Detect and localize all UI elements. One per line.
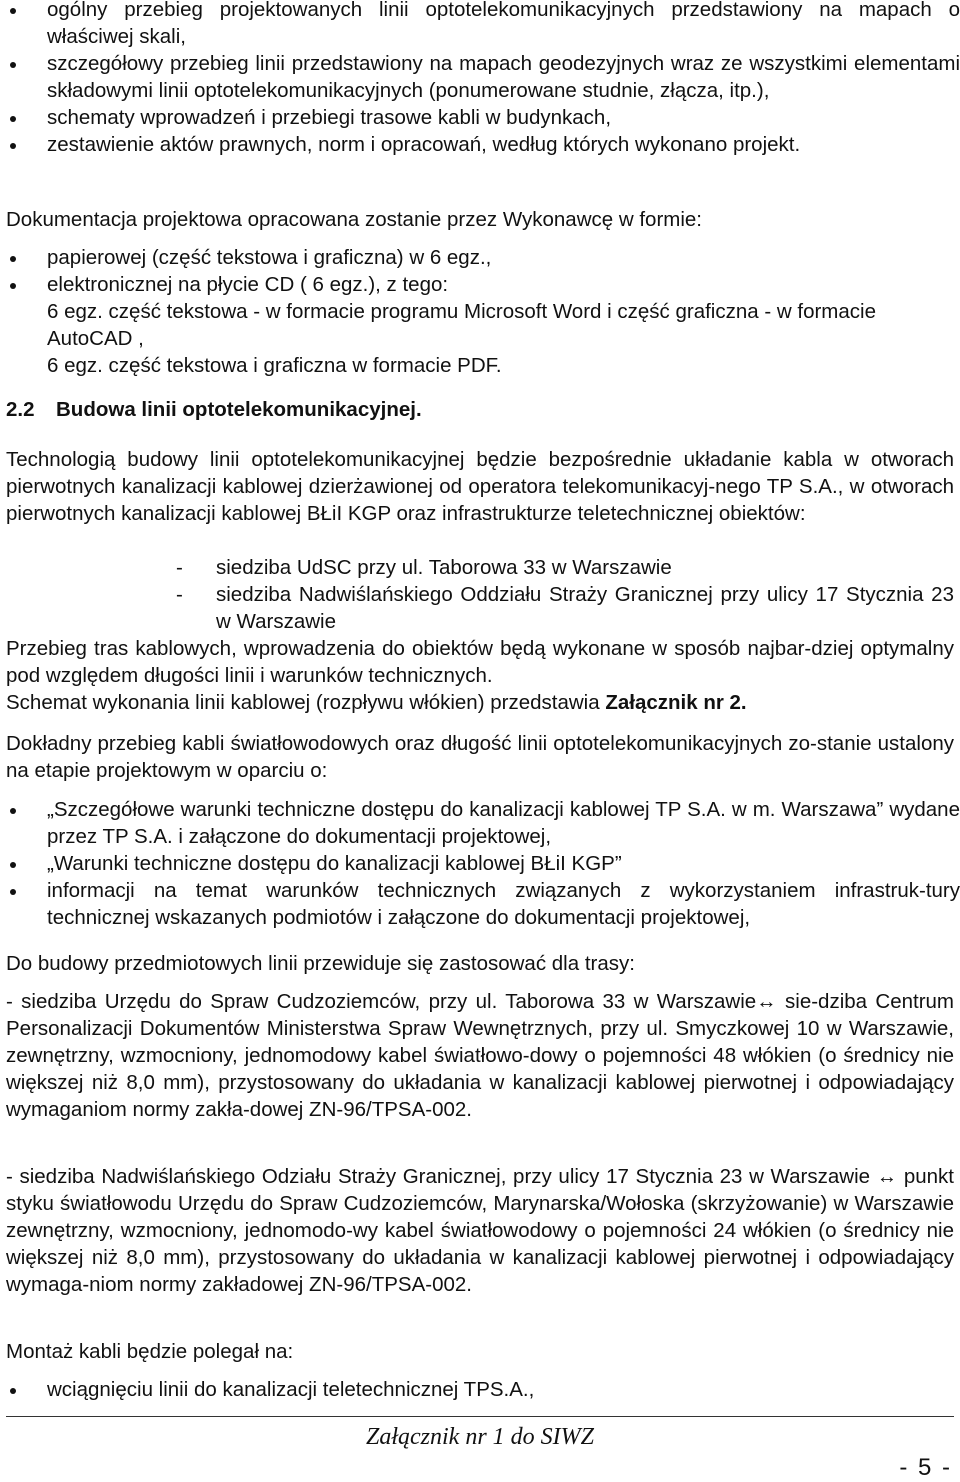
route-description-1: - siedziba Urzędu do Spraw Cudzoziemców, przy ul. Taborowa 33 w Warszawie↔ sie-dziba Centrum Personalizacji Dokumentów Ministerstwa Spraw Wewnętrznych, przy ul. Smyczkowej 10 w Warszawie, zewnętrzny, wzmocniony, jednomodowy kabel światłowo-dowy o pojemności 48 włókien (o średnicy nie większej niż 8,0 mm), przystosowany do układania w kanalizacji kablowej pierwotnej i odpowiadający wymaganiom normy zakła-dowej ZN-96/TPSA-002. (6, 990, 954, 1121)
detail-paragraph: Dokładny przebieg kabli światłowodowych oraz długość linii optotelekomunikacyjnych zo-stanie ustalony na etapie projektowym w oparciu o: (6, 732, 954, 782)
montage-list (0, 1376, 960, 1403)
page-number: - 5 - (899, 1454, 952, 1481)
footer-divider (6, 1416, 954, 1417)
documentation-intro: Dokumentacja projektowa opracowana zostanie przez Wykonawcę w formie: (6, 208, 702, 231)
list-item: elektronicznej na płycie CD ( 6 egz.), z tego: (0, 271, 960, 298)
list-item: schematy wprowadzeń i przebiegi trasowe kabli w budynkach, (0, 104, 960, 131)
list-item: wciągnięciu linii do kanalizacji teletechnicznej TPS.A., (0, 1376, 960, 1403)
attachment-reference: Załącznik nr 2. (605, 691, 747, 714)
list-subitem: 6 egz. część tekstowa i graficzna w formacie PDF. (47, 354, 502, 377)
section-title: Budowa linii optotelekomunikacyjnej. (56, 398, 422, 421)
list-item: szczegółowy przebieg linii przedstawiony na mapach geodezyjnych wraz ze wszystkimi elementami składowymi linii optotelekomunikacyjnych (ponumerowane studnie, złącza, itp.), (0, 50, 960, 104)
footer-caption: Załącznik nr 1 do SIWZ (366, 1424, 594, 1450)
route-paragraph: Przebieg tras kablowych, wprowadzenia do obiektów będą wykonane w sposób najbar-dziej optymalny pod względem długości linii i warunków technicznych. (6, 637, 954, 687)
technology-paragraph: Technologią budowy linii optotelekomunikacyjnej będzie bezpośrednie układanie kabla w otworach pierwotnych kanalizacji kablowej dzierżawionej od operatora telekomunikacyj-nego TP S.A., w otworach pierwotnych kanalizacji kablowej BŁiI KGP oraz infrastrukturze teletechnicznej obiektów: (6, 448, 954, 525)
basis-list (0, 796, 960, 931)
list-item: papierowej (część tekstowa i graficzna) w 6 egz., (0, 244, 960, 271)
build-intro: Do budowy przedmiotowych linii przewiduje się zastosować dla trasy: (6, 952, 635, 975)
list-subitem: 6 egz. część tekstowa - w formacie programu Microsoft Word i część graficzna - w formacie AutoCAD , (47, 300, 876, 350)
montage-intro: Montaż kabli będzie polegał na: (6, 1340, 294, 1363)
facility-item: - siedziba UdSC przy ul. Taborowa 33 w Warszawie (176, 556, 672, 579)
list-item: ogólny przebieg projektowanych linii optotelekomunikacyjnych przedstawiony na mapach o właściwej skali, (0, 0, 960, 50)
list-item: zestawienie aktów prawnych, norm i opracowań, według których wykonano projekt. (0, 131, 960, 158)
schema-paragraph: Schemat wykonania linii kablowej (rozpływu włókien) przedstawia Załącznik nr 2. (6, 691, 747, 714)
section-number: 2.2 (6, 398, 35, 421)
list-item: „Szczegółowe warunki techniczne dostępu do kanalizacji kablowej TP S.A. w m. Warszawa” wydane przez TP S.A. i załączone do dokumentacji projektowej, (0, 796, 960, 850)
facility-item: - siedziba Nadwiślańskiego Oddziału Straży Granicznej przy ulicy 17 Stycznia 23 w Warszawie (176, 583, 954, 633)
deliverables-list (0, 0, 960, 158)
route-description-2: - siedziba Nadwiślańskiego Odziału Straży Granicznej, przy ulicy 17 Stycznia 23 w Warszawie ↔ punkt styku światłowodu Urzędu do Spraw Cudzoziemców, Marynarska/Wołoska (skrzyżowanie) w Warszawie zewnętrzny, wzmocniony, jednomodo-wy kabel światłowodowy o pojemności 24 włókien (o średnicy nie większej niż 8,0 mm), przystosowany do układania w kanalizacji kablowej pierwotnej i odpowiadający wymaga-niom normy zakładowej ZN-96/TPSA-002. (6, 1165, 954, 1296)
list-item: „Warunki techniczne dostępu do kanalizacji kablowej BŁiI KGP” (0, 850, 960, 877)
documentation-form-list (0, 244, 960, 379)
section-heading (6, 396, 422, 423)
list-item: informacji na temat warunków technicznych związanych z wykorzystaniem infrastruk-tury technicznej wskazanych podmiotów i załączone do dokumentacji projektowej, (0, 877, 960, 931)
